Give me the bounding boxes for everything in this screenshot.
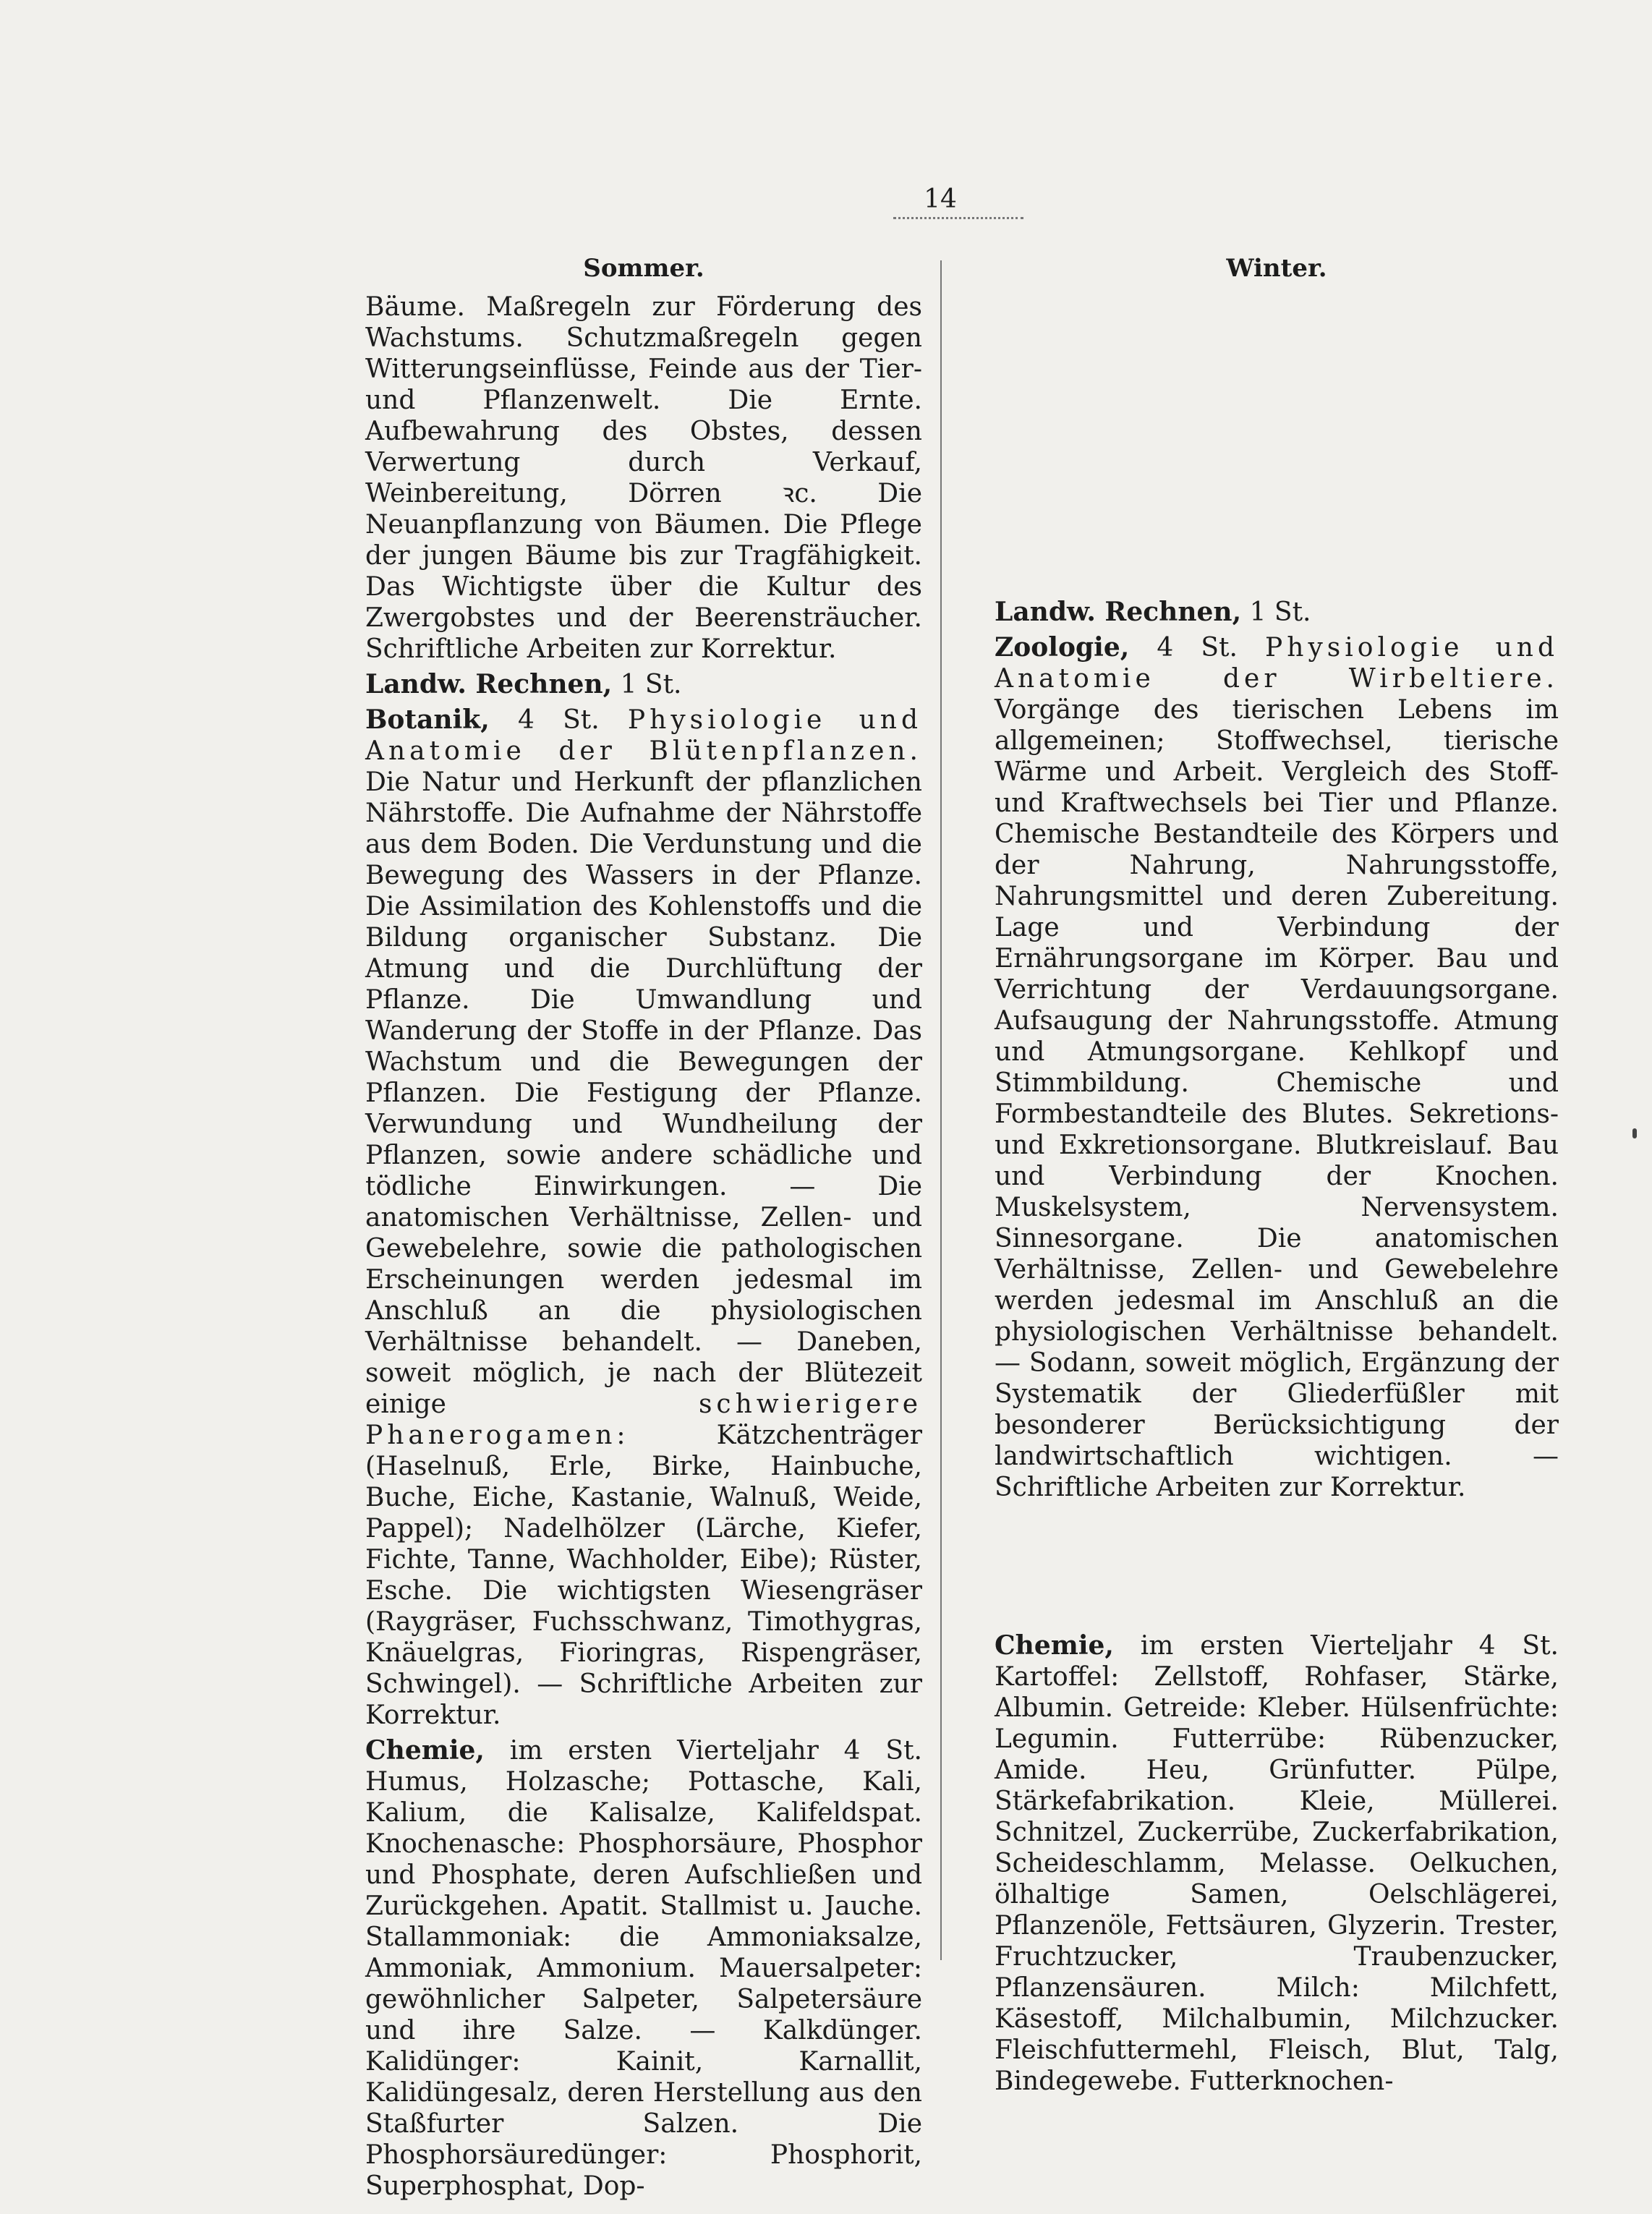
zoology-text: Vorgänge des tierischen Lebens im allgemeinen; Stoffwechsel, tierische Wärme und Arbeit. Vergleich des Stoff- und Kraftwechsels bei Tier und Pflanze. Chemische Bestandteile des Körpers und der Nahrung, Nahrungsstoffe, Nahrungsmittel und deren Zubereitung. Lage und Verbindung der Ernährungsorgane im Körper. Bau und Verrichtung der Verdauungsorgane. Aufsaugung der Nahrungsstoffe. Atmung und Atmungsorgane. Kehlkopf und Stimmbildung. Chemische und Formbestandteile des Blutes. Sekretions- und Exkretionsorgane. Blutkreislauf. Bau und Verbindung der Knochen. Muskelsystem, Nervensystem. Sinnesorgane. Die anatomischen Verhältnisse, Zellen- und Gewebelehre werden jedesmal im Anschluß an die physiologischen Verhältnisse behandelt. — Sodann, soweit möglich, Ergänzung der Systematik der Gliederfüßler mit besonderer Berücksichtigung der landwirtschaftlich wichtigen. — Schriftliche Arbeiten zur Korrektur. — [995, 695, 1559, 1502]
botany-text: Die Natur und Herkunft der pflanzlichen Nährstoffe. Die Aufnahme der Nährstoffe aus dem Boden. Die Verdunstung und die Bewegung des Wassers in der Pflanze. Die Assimilation des Kohlenstoffs und die Bildung organischer Substanz. Die Atmung und die Durchlüftung der Pflanze. Die Umwandlung und Wanderung der Stoffe in der Pflanze. Das Wachstum und die Bewegungen der Pflanzen. Die Festigung der Pflanze. Verwundung und Wundheilung der Pflanzen, sowie andere schädliche und tödliche Einwirkungen. — Die anatomischen Verhältnisse, Zellen- und Gewebelehre, sowie die pathologischen Erscheinungen werden jedesmal im Anschluß an die physiologischen Verhältnisse behandelt. — Daneben, soweit möglich, je nach der Blütezeit einige — [365, 767, 922, 1419]
winter-chemistry-entry — [995, 1630, 1559, 2097]
botany-topic: Physiologie und Anatomie der Blütenpflanzen. — [365, 705, 923, 766]
summer-chemistry-label: Chemie, — [365, 1735, 485, 1766]
summer-arithmetic-entry — [365, 669, 922, 700]
winter-chemistry-intro: im ersten Vierteljahr 4 St. — [1140, 1631, 1559, 1661]
winter-blank-space — [995, 291, 1559, 597]
winter-arithmetic-hours: 1 St. — [1249, 597, 1311, 627]
winter-chemistry-label: Chemie, — [995, 1630, 1114, 1661]
zoology-entry — [995, 632, 1559, 1503]
winter-arithmetic-label: Landw. Rechnen, — [995, 597, 1242, 627]
fruit-culture-paragraph: Bäume. Maßregeln zur Förderung des Wachstums. Schutzmaßregeln gegen Witterungseinflüsse, Feinde aus der Tier- und Pflanzenwelt. Die Ernte. Aufbewahrung des Obstes, dessen Verwertung durch Verkauf, Weinbereitung, Dörren ꝛc. Die Neuanpflanzung von Bäumen. Die Pflege der jungen Bäume bis zur Tragfähigkeit. Das Wichtigste über die Kultur des Zwergobstes und der Beerensträucher. Schriftliche Arbeiten zur Korrektur. — [365, 292, 922, 664]
zoology-label: Zoologie, — [995, 632, 1130, 663]
winter-chemistry-text: Kartoffel: Zellstoff, Rohfaser, Stärke, Albumin. Getreide: Kleber. Hülsenfrüchte: Legumin. Futterrübe: Rübenzucker, Amide. Heu, Grünfutter. Pülpe, Stärkefabrikation. Kleie, Müllerei. Schnitzel, Zuckerrübe, Zuckerfabrikation, Scheideschlamm, Melasse. Oelkuchen, ölhaltige Samen, Oelschlägerei, Pflanzenöle, Fettsäuren, Glyzerin. Trester, Fruchtzucker, Traubenzucker, Pflanzensäuren. Milch: Milchfett, Käsestoff, Milchalbumin, Milchzucker. Fleischfuttermehl, Fleisch, Blut, Talg, Bindegewebe. Futterknochen- — [995, 1662, 1559, 2096]
column-divider — [940, 260, 942, 1960]
zoology-topic: Physiologie und Anatomie der Wirbeltiere. — [995, 633, 1559, 694]
botany-text-2: Kätzchenträger (Haselnuß, Erle, Birke, Hainbuche, Buche, Eiche, Kastanie, Walnuß, Weide, Pappel); Nadelhölzer (Lärche, Kiefer, Fichte, Tanne, Wachholder, Eibe); Rüster, Esche. Die wichtigsten Wiesengräser (Raygräser, Fuchsschwanz, Timothygras, Knäuelgras, Fioringras, Rispengräser, Schwingel). — Schriftliche Arbeiten zur Korrektur. — [365, 1421, 922, 1730]
botany-topic-2: schwierigere Phanerogamen: — [365, 1389, 922, 1450]
botany-entry — [365, 704, 922, 1731]
winter-heading: Winter. — [1226, 254, 1327, 283]
zoology-hours: 4 St. — [1157, 633, 1238, 663]
stray-mark — [1632, 1128, 1637, 1138]
winter-blank-space-2 — [995, 1507, 1559, 1630]
winter-column — [995, 253, 1559, 2101]
ornament-divider — [893, 217, 1023, 226]
winter-arithmetic-entry — [995, 597, 1559, 628]
page-number: 14 — [924, 184, 957, 214]
summer-arithmetic-hours: 1 St. — [620, 670, 682, 699]
botany-label: Botanik, — [365, 704, 490, 735]
botany-hours: 4 St. — [517, 705, 600, 735]
summer-column — [365, 253, 922, 2206]
summer-chemistry-text: Humus, Holzasche; Pottasche, Kali, Kalium, die Kalisalze, Kalifeldspat. Knochenasche: Phosphorsäure, Phosphor und Phosphate, deren Aufschließen und Zurückgehen. Apatit. Stallmist u. Jauche. Stallammoniak: die Ammoniaksalze, Ammoniak, Ammonium. Mauersalpeter: gewöhnlicher Salpeter, Salpetersäure und ihre Salze. — Kalkdünger. Kalidünger: Kainit, Karnallit, Kalidüngesalz, deren Herstellung aus den Staßfurter Salzen. Die Phosphorsäuredünger: Phosphorit, Superphosphat, Dop- — [365, 1767, 922, 2201]
summer-chemistry-intro: im ersten Vierteljahr 4 St. — [509, 1736, 922, 1766]
summer-arithmetic-label: Landw. Rechnen, — [365, 669, 613, 699]
summer-chemistry-entry — [365, 1735, 922, 2202]
summer-heading: Sommer. — [583, 254, 704, 283]
